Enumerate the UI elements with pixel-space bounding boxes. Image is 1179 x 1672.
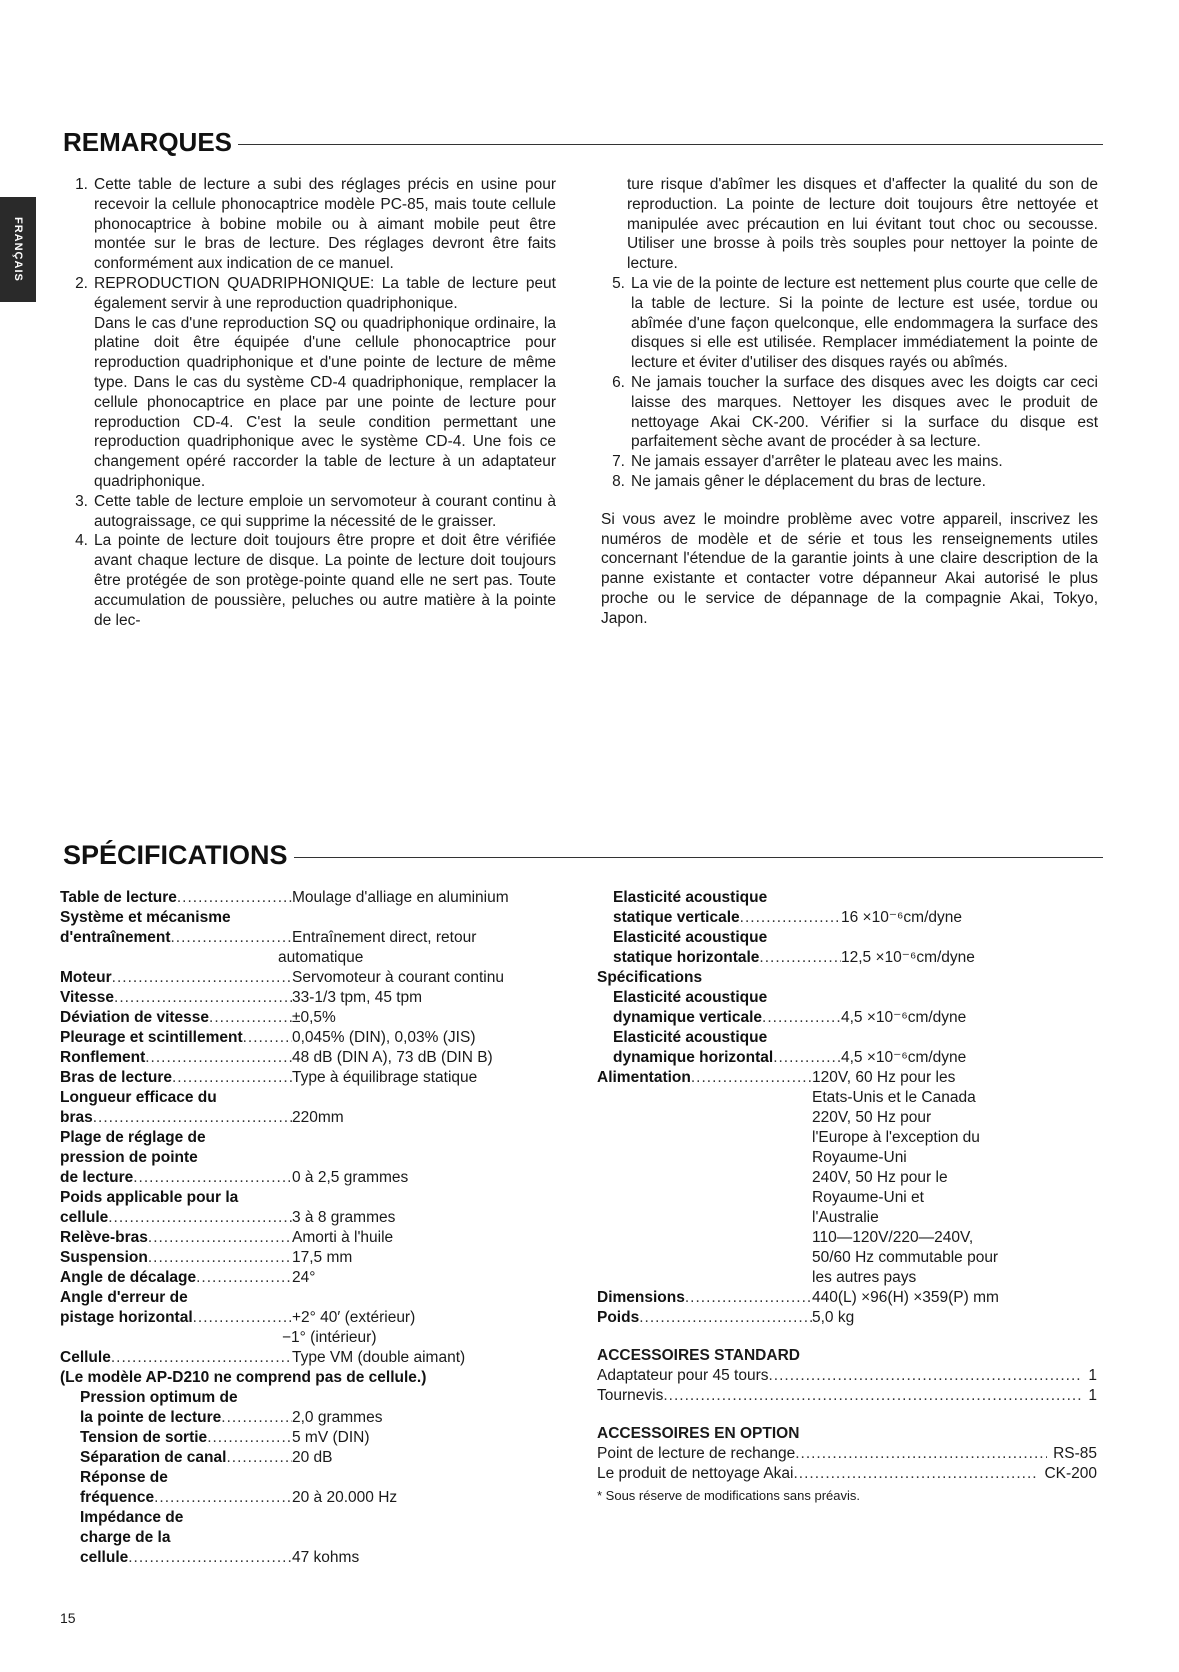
remark-number: 2. [75,274,88,292]
spec-value: 20 dB [292,1449,333,1466]
spec-label: statique horizontale [613,949,760,966]
spec-row [60,968,570,988]
language-tab-label: FRANÇAIS [12,217,24,282]
spec-label: Alimentation [597,1069,691,1086]
spec-value: 50/60 Hz commutable pour [812,1249,999,1266]
spec-row [60,1488,570,1508]
spec-value: Entraînement direct, retour [292,929,477,946]
spec-value: Moulage d'alliage en aluminium [292,889,509,906]
spec-row [597,888,1097,908]
accessory-row [597,1464,1097,1484]
spec-row [597,968,1097,988]
remark-text: Cette table de lecture emploie un servomoteur à courant continu à autograissage, ce qui supprime la nécessité de le graisser. [94,492,556,530]
spec-row [60,1508,570,1528]
spec-value: 0,045% (DIN), 0,03% (JIS) [292,1029,476,1046]
spec-label: la pointe de lecture [80,1409,222,1426]
remark-number: 3. [75,492,88,510]
spec-row [60,1208,570,1228]
spec-row [60,1368,570,1388]
spec-row [597,988,1097,1008]
spec-value: 220mm [292,1109,344,1126]
accessory-row [597,1366,1097,1386]
spec-label: Longueur efficace du [60,1089,217,1106]
spec-row [60,1128,570,1148]
spec-row [597,928,1097,948]
spec-row [60,1308,570,1328]
spec-label: dynamique horizontal [613,1049,774,1066]
spec-row [597,948,1097,968]
spec-value: 2,0 grammes [292,1409,383,1426]
spec-value: 4,5 ×10⁻⁶cm/dyne [841,1049,967,1066]
spec-row [60,1408,570,1428]
spec-label: cellule [80,1549,129,1566]
remark-text: La pointe de lecture doit toujours être propre et doit être vérifiée avant chaque lecture de disque. La pointe de lecture doit toujours être protégée de son protège-pointe quand elle ne sert pas. Toute accumulation de poussière, peluches ou autre matière à la pointe de lec- [94,532,556,629]
spec-row [60,1448,570,1468]
spec-row [60,1148,570,1168]
remark-text: Ne jamais gêner le déplacement du bras de lecture. [631,472,986,490]
remark-number [64,314,94,492]
remark-text: Dans le cas d'une reproduction SQ ou quadriphonique ordinaire, la platine doit être équipée d'une cellule phonocaptrice pour reproduction quadriphonique et d'une pointe de lecture de même type. Dans le cas du système CD-4 quadriphonique, remplacer la cellule phonocaptrice en place par une pointe de lecture pour reproduction CD-4. C'est la seule condition permettant une reproduction quadriphonique avec le système CD-4. Une fois ce changement opéré raccorder la table de lecture à un adaptateur quadriphonique. [94,314,556,490]
spec-value: 12,5 ×10⁻⁶cm/dyne [841,949,975,966]
spec-row [60,1048,570,1068]
remark-item [601,452,1098,472]
spec-row [597,1008,1097,1028]
spec-label: Système et mécanisme [60,909,231,926]
spec-value: 0 à 2,5 grammes [292,1169,409,1186]
spec-value: 33-1/3 tpm, 45 tpm [292,989,423,1006]
spec-label: Angle de décalage [60,1269,197,1286]
spec-row [60,1288,570,1308]
spec-value: 20 à 20.000 Hz [292,1489,398,1506]
spec-label: bras [60,1109,93,1126]
spec-row [60,1548,570,1568]
spec-value: 440(L) ×96(H) ×359(P) mm [812,1289,999,1306]
remark-number: 4. [75,532,88,550]
spec-label: Dimensions [597,1289,685,1306]
spec-label: Elasticité acoustique [613,929,768,946]
spec-label: dynamique verticale [613,1009,763,1026]
spec-label: Elasticité acoustique [613,989,768,1006]
spec-row [60,1068,570,1088]
remark-number: 6. [612,373,625,391]
remark-text: Cette table de lecture a subi des réglages précis en usine pour recevoir la cellule phonocaptrice modèle PC-85, mais toute cellule phonocaptrice à bobine mobile ou à aimant mobile peut être montée sur le bras de lecture. Des réglages devront être faits conformément aux indication de ce manuel. [94,176,556,273]
spec-value: l'Australie [812,1209,879,1226]
specifications-title: SPÉCIFICATIONS [63,840,288,870]
spec-row [60,1188,570,1208]
accessory-name: Le produit de nettoyage Akai [597,1465,794,1482]
spec-value: ±0,5% [292,1009,336,1026]
remarques-right-column [601,175,1098,629]
specs-right-column [597,888,1097,1506]
page-number: 15 [60,1610,76,1626]
spec-row [60,1248,570,1268]
spec-value: 3 à 8 grammes [292,1209,396,1226]
spec-label: Spécifications [597,969,703,986]
spec-value: 220V, 50 Hz pour [812,1109,932,1126]
spec-label: Pression optimum de [80,1389,238,1406]
remark-text: Ne jamais toucher la surface des disques avec les doigts car ceci laisse des marques. Nettoyer les disques avec le produit de nettoyage Akai CK-200. Vérifier si la surface du disque est parfaitement sèche avant de procéder à sa lecture. [631,373,1098,451]
spec-label: Table de lecture [60,889,177,906]
spec-label: Moteur [60,969,112,986]
language-tab [0,197,36,302]
spec-row [60,1008,570,1028]
warranty-paragraph: Si vous avez le moindre problème avec votre appareil, inscrivez les numéros de modèle et de série et tous les renseignements utiles concernant l'étendue de la garantie joints à une claire description de la panne existante et contacter votre dépanneur Akai autorisé le plus proche ou le service de dépannage de la compagnie Akai, Tokyo, Japon. [601,510,1098,627]
spec-value: Servomoteur à courant continu [292,969,504,986]
spec-label: d'entraînement [60,929,171,946]
spec-value: 17,5 mm [292,1249,353,1266]
spec-label: Vitesse [60,989,115,1006]
remark-item [64,274,556,314]
spec-value: 4,5 ×10⁻⁶cm/dyne [841,1009,967,1026]
spec-label: Séparation de canal [80,1449,227,1466]
spec-value: Amorti à l'huile [292,1229,394,1246]
spec-label: Tension de sortie [80,1429,208,1446]
spec-row [597,1308,1097,1328]
spec-label: Poids [597,1309,640,1326]
spec-row [60,1268,570,1288]
spec-label: Réponse de [80,1469,168,1486]
model-note: (Le modèle AP-D210 ne comprend pas de cellule.) [60,1369,427,1386]
accessory-name: Point de lecture de rechange [597,1445,796,1462]
spec-value: l'Europe à l'exception du [812,1129,980,1146]
spec-label: Pleurage et scintillement [60,1029,243,1046]
accessory-row [597,1386,1097,1406]
accessory-name: Tournevis [597,1387,664,1404]
spec-row [597,1068,1097,1088]
spec-row [60,1108,570,1128]
spec-value: 5 mV (DIN) [292,1429,370,1446]
spec-value: +2° 40′ (extérieur) [292,1309,416,1326]
spec-label: cellule [60,1209,109,1226]
spec-label: de lecture [60,1169,134,1186]
remarques-left-column [64,175,556,630]
spec-value: 47 kohms [292,1549,360,1566]
spec-value: 120V, 60 Hz pour les [812,1069,956,1086]
spec-value: 16 ×10⁻⁶cm/dyne [841,909,962,926]
spec-value: Royaume-Uni [812,1149,907,1166]
spec-label: statique verticale [613,909,740,926]
spec-row [597,1288,1097,1308]
spec-label: Plage de réglage de [60,1129,206,1146]
specs-left-column [60,888,570,1568]
spec-label: fréquence [80,1489,155,1506]
spec-row [60,908,570,928]
spec-row [60,1348,570,1368]
remark-continuation: ture risque d'abîmer les disques et d'affecter la qualité du son de reproduction. La pointe de lecture doit toujours être nettoyée et manipulée avec précaution en lui évitant tout choc ou secousse. Utiliser une brosse à poils très souples pour nettoyer la pointe de lecture. [627,176,1098,273]
spec-label: Cellule [60,1349,111,1366]
remark-number: 5. [612,274,625,292]
spec-row [60,988,570,1008]
spec-row [60,888,570,908]
spec-label: Poids applicable pour la [60,1189,239,1206]
remark-number: 7. [612,453,625,471]
spec-row [60,1468,570,1488]
remark-item [64,531,556,630]
spec-row [597,1048,1097,1068]
spec-row [597,1028,1097,1048]
spec-value: 110—120V/220—240V, [812,1229,974,1246]
spec-value: Etats-Unis et le Canada [812,1089,976,1106]
spec-label: pression de pointe [60,1149,198,1166]
spec-row [60,1388,570,1408]
spec-value: 5,0 kg [812,1309,855,1326]
spec-value: Royaume-Uni et [812,1189,924,1206]
remark-item [64,175,556,274]
spec-label: Suspension [60,1249,148,1266]
specifications-heading [63,840,1103,871]
remark-item [601,373,1098,452]
spec-row [60,1528,570,1548]
remark-item [64,492,556,532]
spec-row [60,1088,570,1108]
spec-label: Ronflement [60,1049,146,1066]
heading-rule [238,144,1103,145]
spec-label: Bras de lecture [60,1069,172,1086]
spec-label: pistage horizontal [60,1309,193,1326]
remark-number: 1. [75,176,88,193]
spec-label: Angle d'erreur de [60,1289,188,1306]
spec-label: Elasticité acoustique [613,1029,768,1046]
spec-value: 240V, 50 Hz pour le [812,1169,948,1186]
spec-value: 48 dB (DIN A), 73 dB (DIN B) [292,1049,493,1066]
accessory-qty: 1 [1088,1367,1097,1384]
remarques-title: REMARQUES [63,127,233,157]
remark-item [601,472,1098,492]
heading-rule [294,857,1103,858]
spec-value: les autres pays [812,1269,917,1286]
spec-value: 24° [292,1269,316,1286]
optional-accessories-title: ACCESSOIRES EN OPTION [597,1425,800,1442]
spec-value: automatique [278,949,364,966]
accessory-qty: 1 [1088,1387,1097,1404]
spec-row [60,1428,570,1448]
accessory-qty: RS-85 [1053,1445,1097,1462]
remark-text: REPRODUCTION QUADRIPHONIQUE: La table de lecture peut également servir à une reproduction quadriphonique. [94,274,556,312]
standard-accessories-title: ACCESSOIRES STANDARD [597,1347,800,1364]
accessory-row [597,1444,1097,1464]
spec-row [60,1168,570,1188]
spec-row [60,928,570,948]
remark-item [601,274,1098,373]
remark-text: La vie de la pointe de lecture est nettement plus courte que celle de la table de lecture. Si la pointe de lecture est usée, tordue ou abîmée d'une façon quelconque, elle endommagera la surface des disques si elle est utilisée. Remplacer immédiatement la pointe de lecture et éviter d'utiliser des disques rayés ou abîmés. [631,274,1098,372]
footnote: * Sous réserve de modifications sans préavis. [597,1488,861,1503]
spec-value: Type VM (double aimant) [292,1349,466,1366]
accessory-name: Adaptateur pour 45 tours [597,1367,769,1384]
spec-row [60,1028,570,1048]
remark-number: 8. [612,472,625,490]
spec-value: −1° (intérieur) [282,1329,377,1346]
remark-item [64,314,556,492]
spec-label: Déviation de vitesse [60,1009,210,1026]
spec-row [60,1228,570,1248]
spec-row [597,908,1097,928]
remarques-heading [63,127,1103,158]
spec-label: Relève-bras [60,1229,148,1246]
accessory-qty: CK-200 [1044,1465,1097,1482]
spec-label: charge de la [80,1529,171,1546]
spec-label: Elasticité acoustique [613,889,768,906]
remark-text: Ne jamais essayer d'arrêter le plateau avec les mains. [631,453,1003,471]
spec-label: Impédance de [80,1509,184,1526]
spec-value: Type à équilibrage statique [292,1069,478,1086]
